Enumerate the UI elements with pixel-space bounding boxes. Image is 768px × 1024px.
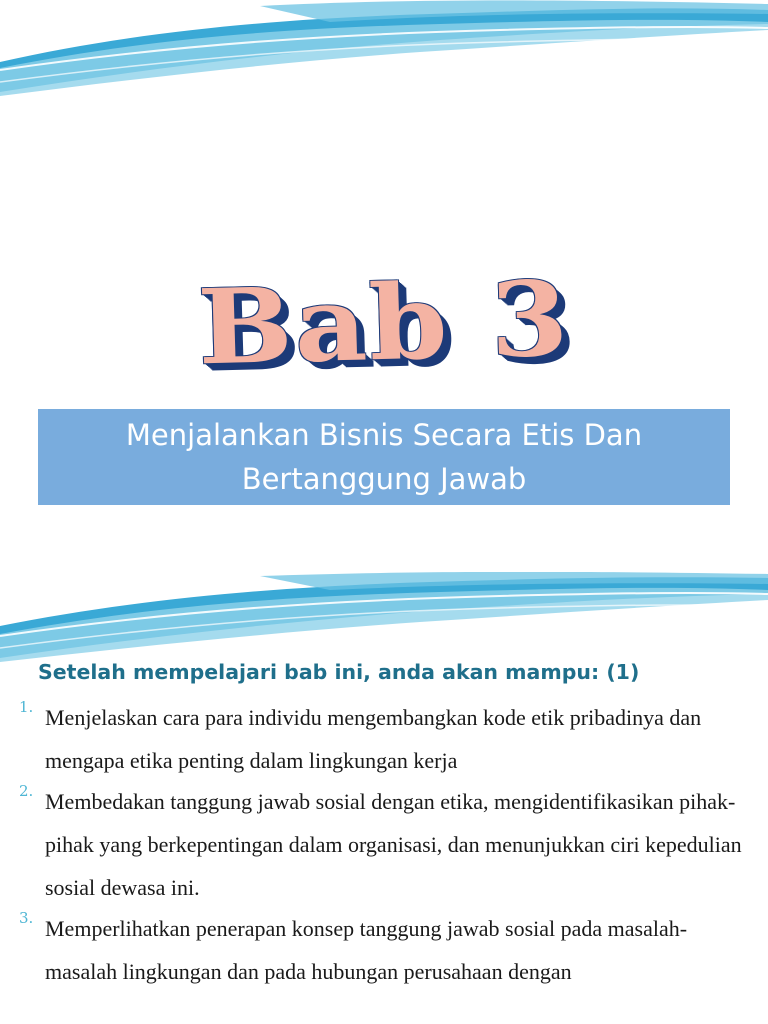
objectives-list: [0, 698, 768, 1001]
objectives-slide: [0, 572, 768, 1024]
chapter-title: Bab 3: [196, 258, 572, 389]
subtitle-box: [38, 409, 730, 505]
list-text: Membedakan tanggung jawab sosial dengan etika, mengidentifikasikan pihak-pihak yang berkepentingan dalam organisasi, dan menunjukkan ciri kepedulian sosial dewasa ini.: [45, 789, 742, 900]
list-item: [0, 907, 768, 993]
list-item: [0, 696, 768, 782]
wave-decoration-top: [0, 572, 768, 662]
subtitle-text: Menjalankan Bisnis Secara Etis Dan Bertanggung Jawab: [125, 418, 643, 496]
list-item: [0, 780, 768, 909]
wave-decoration-top: [0, 0, 768, 100]
list-text: Memperlihatkan penerapan konsep tanggung jawab sosial pada masalah-masalah lingkungan dan pada hubungan perusahaan dengan: [45, 916, 688, 984]
list-text: Menjelaskan cara para individu mengembangkan kode etik pribadinya dan mengapa etika penting dalam lingkungan kerja: [45, 705, 702, 773]
list-number: 3.: [19, 909, 34, 927]
objectives-heading: Setelah mempelajari bab ini, anda akan mampu: (1): [38, 660, 640, 684]
list-number: 2.: [19, 782, 34, 800]
list-number: 1.: [19, 698, 34, 716]
